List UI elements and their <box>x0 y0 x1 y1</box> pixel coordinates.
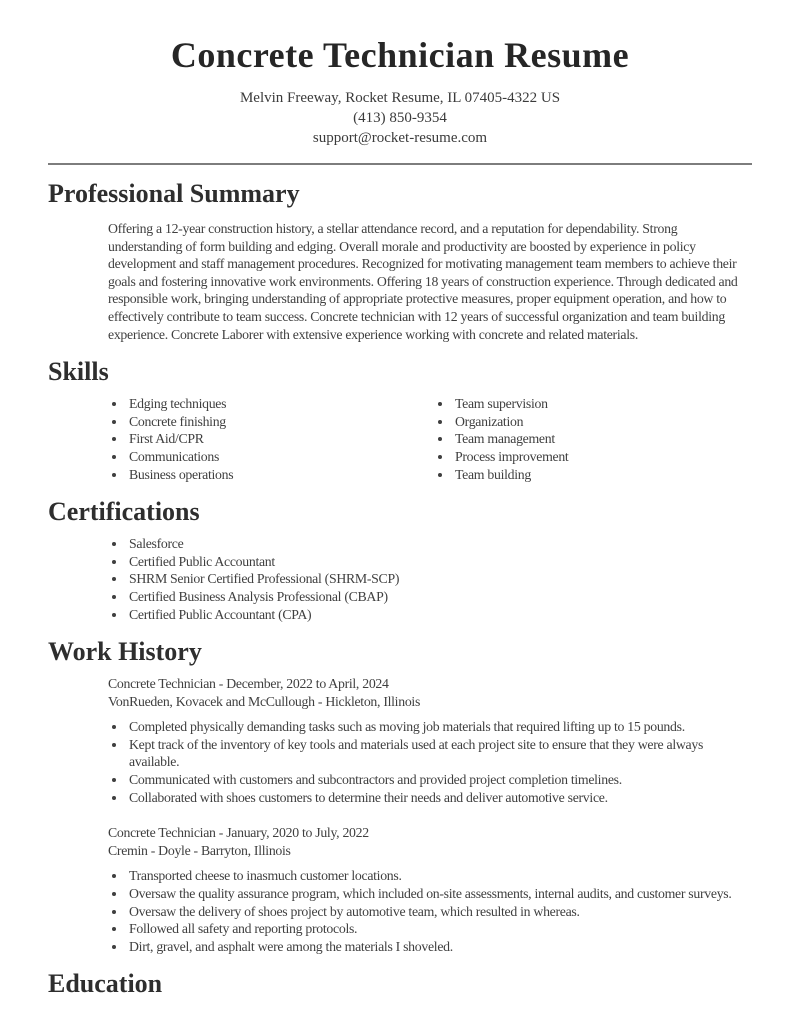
skills-list-left <box>108 395 368 483</box>
skill-item: • Concrete finishing <box>127 413 368 431</box>
certification-item: • Certified Public Accountant <box>127 553 746 571</box>
job-company-line: Cremin - Doyle - Barryton, Illinois <box>108 842 291 858</box>
skill-item: • Organization <box>453 413 568 431</box>
section-skills <box>48 357 752 483</box>
skill-item: • Team building <box>453 466 568 484</box>
skills-list-right <box>434 395 568 483</box>
job-bullet-list <box>108 867 746 955</box>
header-divider <box>48 163 752 165</box>
certifications-heading: Certifications <box>48 497 200 527</box>
work-history-heading: Work History <box>48 637 202 667</box>
job-title-line: Concrete Technician - December, 2022 to April, 2024 <box>108 676 389 692</box>
job-entry <box>48 824 752 955</box>
resume-sections <box>0 179 800 999</box>
skills-columns <box>48 387 752 483</box>
certification-item: • Certified Business Analysis Professional (CBAP) <box>127 588 746 606</box>
skill-item: • Process improvement <box>453 448 568 466</box>
summary-heading: Professional Summary <box>48 179 300 208</box>
job-bullet: • Transported cheese to inasmuch customer locations. <box>127 867 746 885</box>
section-education <box>48 969 752 999</box>
skill-item: • Business operations <box>127 466 368 484</box>
job-bullet: • Followed all safety and reporting protocols. <box>127 920 746 938</box>
education-heading: Education <box>48 969 163 999</box>
job-bullet: • Dirt, gravel, and asphalt were among the materials I shoveled. <box>127 938 746 956</box>
job-bullet: • Kept track of the inventory of key tools and materials used at each project site to ensure that they were always available. <box>127 736 746 771</box>
contact-email: support@rocket-resume.com <box>312 130 488 146</box>
job-header <box>108 675 746 710</box>
job-header <box>108 824 746 859</box>
resume-header <box>0 0 800 148</box>
skill-item: • Team supervision <box>453 395 568 413</box>
job-company-line: VonRueden, Kovacek and McCullough - Hickleton, Illinois <box>108 693 421 709</box>
summary-paragraph: Offering a 12-year construction history, a stellar attendance record, and a reputation for dependability. Strong understanding of form building and edging. Overall morale and productivity are boosted by experience in policy development and staff management procedures. Recognized for motivating management team members to achieve their goals and fostering innovative work environments. Offering 18 years of construction experience. Through dedicated and responsible work, bringing understanding of appropriate protective measures, proper equipment operation, and how to effectively contribute to team success. Concrete technician with 12 years of successful organization and team building experience. Concrete Laborer with extensive experience working with concrete and related materials. <box>108 221 738 342</box>
skill-item: • Edging techniques <box>127 395 368 413</box>
job-bullet: • Oversaw the quality assurance program, which included on-site assessments, internal audits, and customer surveys. <box>127 885 746 903</box>
job-bullet: • Collaborated with shoes customers to determine their needs and deliver automotive service. <box>127 789 746 807</box>
job-entry <box>48 675 752 806</box>
job-bullet: • Oversaw the delivery of shoes project by automotive team, which resulted in whereas. <box>127 903 746 921</box>
certification-item: • Certified Public Accountant (CPA) <box>127 606 746 624</box>
skill-item: • Team management <box>453 430 568 448</box>
certifications-list <box>108 535 746 623</box>
contact-block <box>0 88 800 148</box>
section-professional-summary <box>48 179 752 343</box>
job-bullet: • Completed physically demanding tasks such as moving job materials that required lifting up to 15 pounds. <box>127 718 746 736</box>
certification-item: • SHRM Senior Certified Professional (SHRM-SCP) <box>127 570 746 588</box>
contact-phone: (413) 850-9354 <box>353 110 447 126</box>
section-certifications <box>48 497 752 623</box>
certification-item: • Salesforce <box>127 535 746 553</box>
job-title-line: Concrete Technician - January, 2020 to July, 2022 <box>108 825 369 841</box>
contact-address: Melvin Freeway, Rocket Resume, IL 07405-4322 US <box>239 90 561 106</box>
skill-item: • First Aid/CPR <box>127 430 368 448</box>
skill-item: • Communications <box>127 448 368 466</box>
page-title: Concrete Technician Resume <box>170 35 630 75</box>
job-bullet-list <box>108 718 746 806</box>
skills-heading: Skills <box>48 357 109 387</box>
job-bullet: • Communicated with customers and subcontractors and provided project completion timelines. <box>127 771 746 789</box>
section-work-history <box>48 637 752 955</box>
